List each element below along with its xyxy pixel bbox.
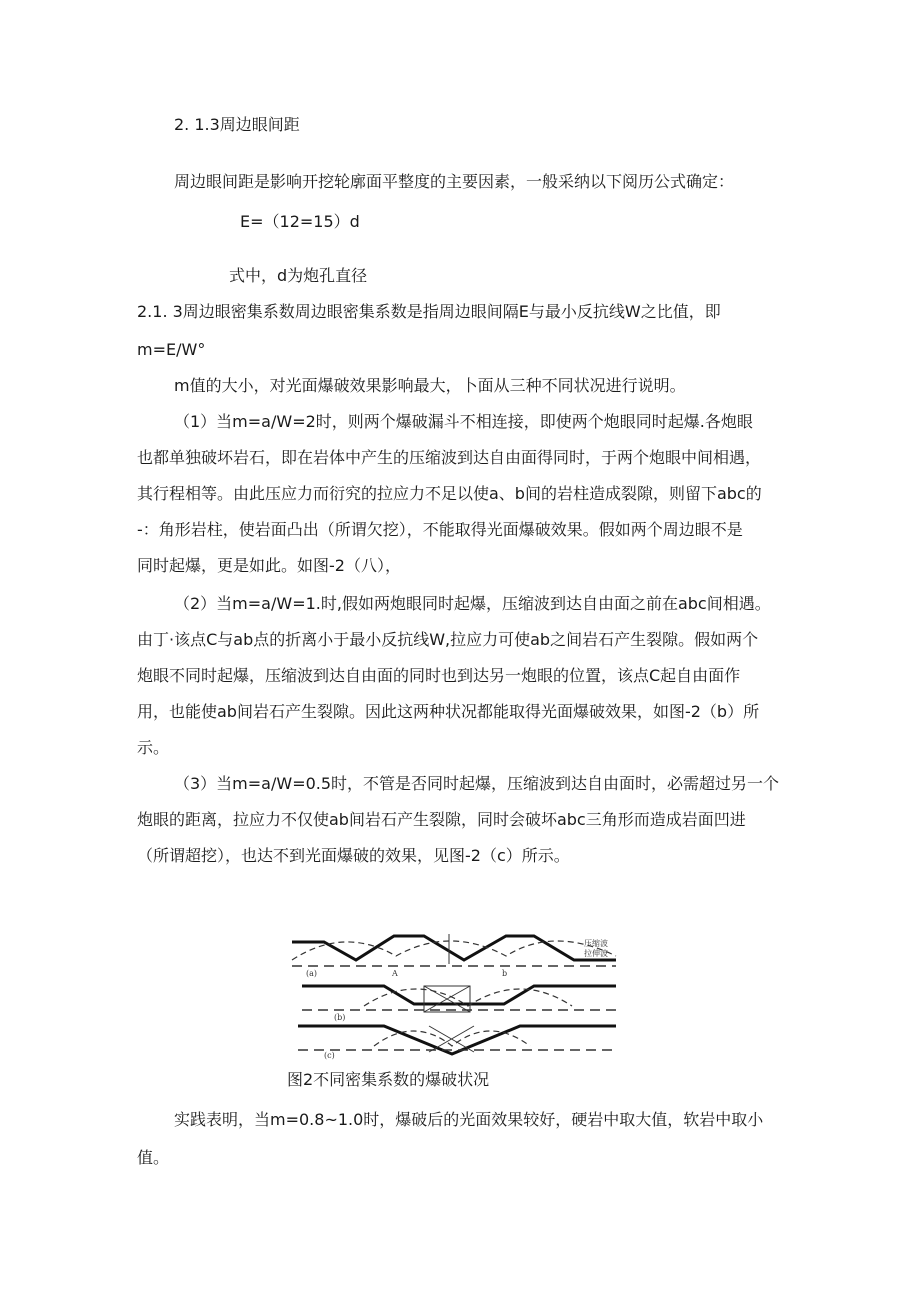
case2-line: 炮眼不同时起爆，压缩波到达自由面的同时也到达另一炮眼的位置，该点C起自由面作: [137, 666, 741, 685]
case1-line: -：角形岩柱，使岩面凸出（所谓欠挖），不能取得光面爆破效果。假如两个周边眼不是: [137, 520, 743, 539]
case3-line: （所谓超挖），也达不到光面爆破的效果，见图-2（c）所示。: [137, 846, 570, 865]
case2-line: （2）当m=a/W=1.时,假如两炮眼同时起爆，压缩波到达自由面之前在abc间相遇。: [174, 594, 771, 613]
blast-diagram-svg: [284, 930, 624, 1060]
diagram-b: [302, 986, 616, 1022]
formula: E=（12=15）d: [240, 212, 360, 231]
case1-line: 也都单独破坏岩石，即在岩体中产生的压缩波到达自由面得同时，于两个炮眼中间相遇，: [137, 448, 762, 467]
case1-line: （1）当m=a/W=2时，则两个爆破漏斗不相连接，即使两个炮眼同时起爆.各炮眼: [174, 412, 753, 431]
diagram-a: [292, 934, 616, 978]
case2-line: 用，也能使ab间岩石产生裂隙。因此这两种状况都能取得光面爆破效果，如图-2（b）所: [137, 702, 760, 721]
blast-diagram: [284, 930, 624, 1060]
section-heading: 2. 1.3周边眼间距: [174, 115, 300, 134]
formula-note: 式中，d为炮孔直径: [229, 266, 368, 285]
figure-caption: 图2不同密集系数的爆破状况: [287, 1070, 490, 1089]
case2-line: 示。: [137, 738, 170, 757]
case3-line: 炮眼的距离，拉应力不仅使ab间岩石产生裂隙，同时会破坏abc三角形而造成岩面凹进: [137, 810, 746, 829]
conclusion-line: 实践表明，当m=0.8~1.0时，爆破后的光面效果较好，硬岩中取大值，软岩中取小: [174, 1110, 764, 1129]
subsection-formula: m=E/W°: [137, 340, 206, 359]
row-label-c: (c): [324, 1051, 335, 1060]
case3-line: （3）当m=a/W=0.5时，不管是否同时起爆，压缩波到达自由面时，必需超过另一个: [174, 774, 780, 793]
point-label-b: b: [502, 969, 508, 978]
row-label-a: (a): [306, 969, 318, 978]
row-label-b: (b): [334, 1013, 346, 1022]
case1-line: 其行程相等。由此压应力而衍究的拉应力不足以使a、b间的岩柱造成裂隙，则留下abc的: [137, 484, 762, 503]
subsection-intro: m值的大小，对光面爆破效果影响最大，卜面从三种不同状况进行说明。: [174, 376, 686, 395]
section-intro: 周边眼间距是影响开挖轮廓面平整度的主要因素，一般采纳以下阅历公式确定：: [174, 172, 735, 191]
diagram-c: [298, 1026, 616, 1060]
case2-line: 由丁·该点C与ab点的折离小于最小反抗线W,拉应力可使ab之间岩石产生裂隙。假如两个: [137, 630, 759, 649]
legend-compression: 压缩波: [584, 939, 608, 948]
subsection-heading: 2.1. 3周边眼密集系数周边眼密集系数是指周边眼间隔E与最小反抗线W之比值，即: [137, 302, 721, 321]
case1-line: 同时起爆，更是如此。如图-2（八），: [137, 556, 401, 575]
point-label-a: A: [392, 969, 398, 978]
conclusion-line: 值。: [137, 1148, 170, 1167]
profile-line-c: [298, 1026, 616, 1054]
legend-tension: 拉伸波: [584, 949, 608, 958]
profile-line-a: [292, 936, 616, 960]
